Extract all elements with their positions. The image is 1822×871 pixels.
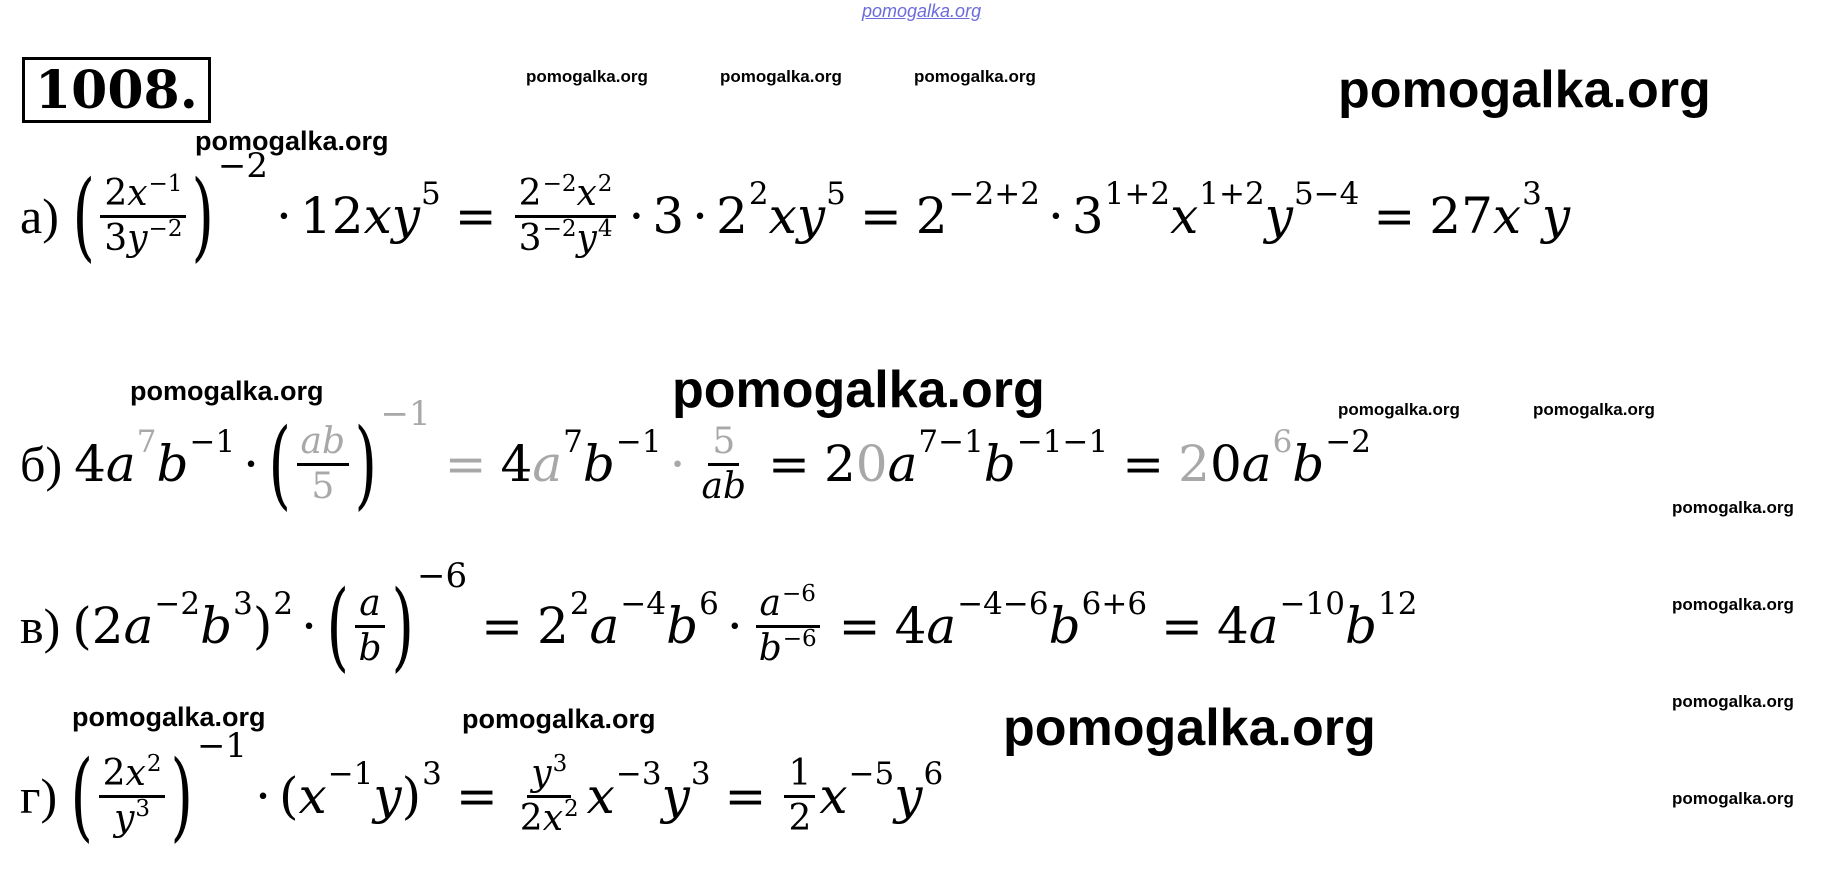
problem-number: 1008. bbox=[22, 57, 211, 123]
watermark: pomogalka.org bbox=[862, 1, 982, 21]
watermark: pomogalka.org bbox=[1672, 789, 1794, 808]
watermark: pomogalka.org bbox=[1672, 692, 1794, 711]
equation-line-v: в) ( 2 a −2 b 3 ) 2 · ( $\frac{a}{b}$ ) −6 = 2 2 a −4 b 6 · $\frac{a^{-6}}{b^{-6}}$ = 4 a −4−6 b 6+6 = 4 a −10 b 12 bbox=[20, 556, 1418, 682]
line-label: в) bbox=[20, 598, 61, 654]
watermark: pomogalka.org bbox=[1672, 595, 1794, 614]
line-label: г) bbox=[20, 768, 58, 824]
equation-line-a: а) ( $\frac{2x^{-1}}{3y^{-2}}$ ) −2 · 12 xy 5 = $\frac{2^{-2}x^2}{3^{-2}y^4}$ · 3 · 2 2 xy 5 = 2 −2+2 · 3 1+2 x 1+2 y 5−4 = 27 x 3 y bbox=[20, 146, 1571, 272]
watermark: pomogalka.org bbox=[720, 67, 842, 86]
watermark: pomogalka.org bbox=[72, 702, 266, 732]
watermark: pomogalka.org bbox=[1533, 400, 1655, 419]
watermark: pomogalka.org bbox=[1338, 400, 1460, 419]
equation-line-g: г) ( $\frac{2x^2}{y^3}$ ) −1 · ( x −1 y ) 3 = $\frac{y^3}{2x^2}$ x −3 y 3 = $\frac{1}{2}$ x −5 y 6 bbox=[20, 726, 944, 852]
watermark: pomogalka.org bbox=[1003, 699, 1376, 757]
watermark: pomogalka.org bbox=[526, 67, 648, 86]
line-label: а) bbox=[20, 188, 59, 244]
watermark: pomogalka.org bbox=[195, 126, 389, 156]
watermark: pomogalka.org bbox=[914, 67, 1036, 86]
watermark: pomogalka.org bbox=[1338, 61, 1711, 119]
line-label: б) bbox=[20, 436, 63, 492]
watermark: pomogalka.org bbox=[462, 704, 656, 734]
equation-line-b: б) 4 a 7 b −1 · ( $\frac{ab}{5}$ ) −1 = 4 a 7 b −1 · $\frac{5}{ab}$ = 2 0 a 7−1 b −1−1 = 2 0 a 6 b −2 bbox=[20, 394, 1372, 520]
watermark: pomogalka.org bbox=[672, 361, 1045, 419]
watermark: pomogalka.org bbox=[1672, 498, 1794, 517]
watermark: pomogalka.org bbox=[130, 376, 324, 406]
